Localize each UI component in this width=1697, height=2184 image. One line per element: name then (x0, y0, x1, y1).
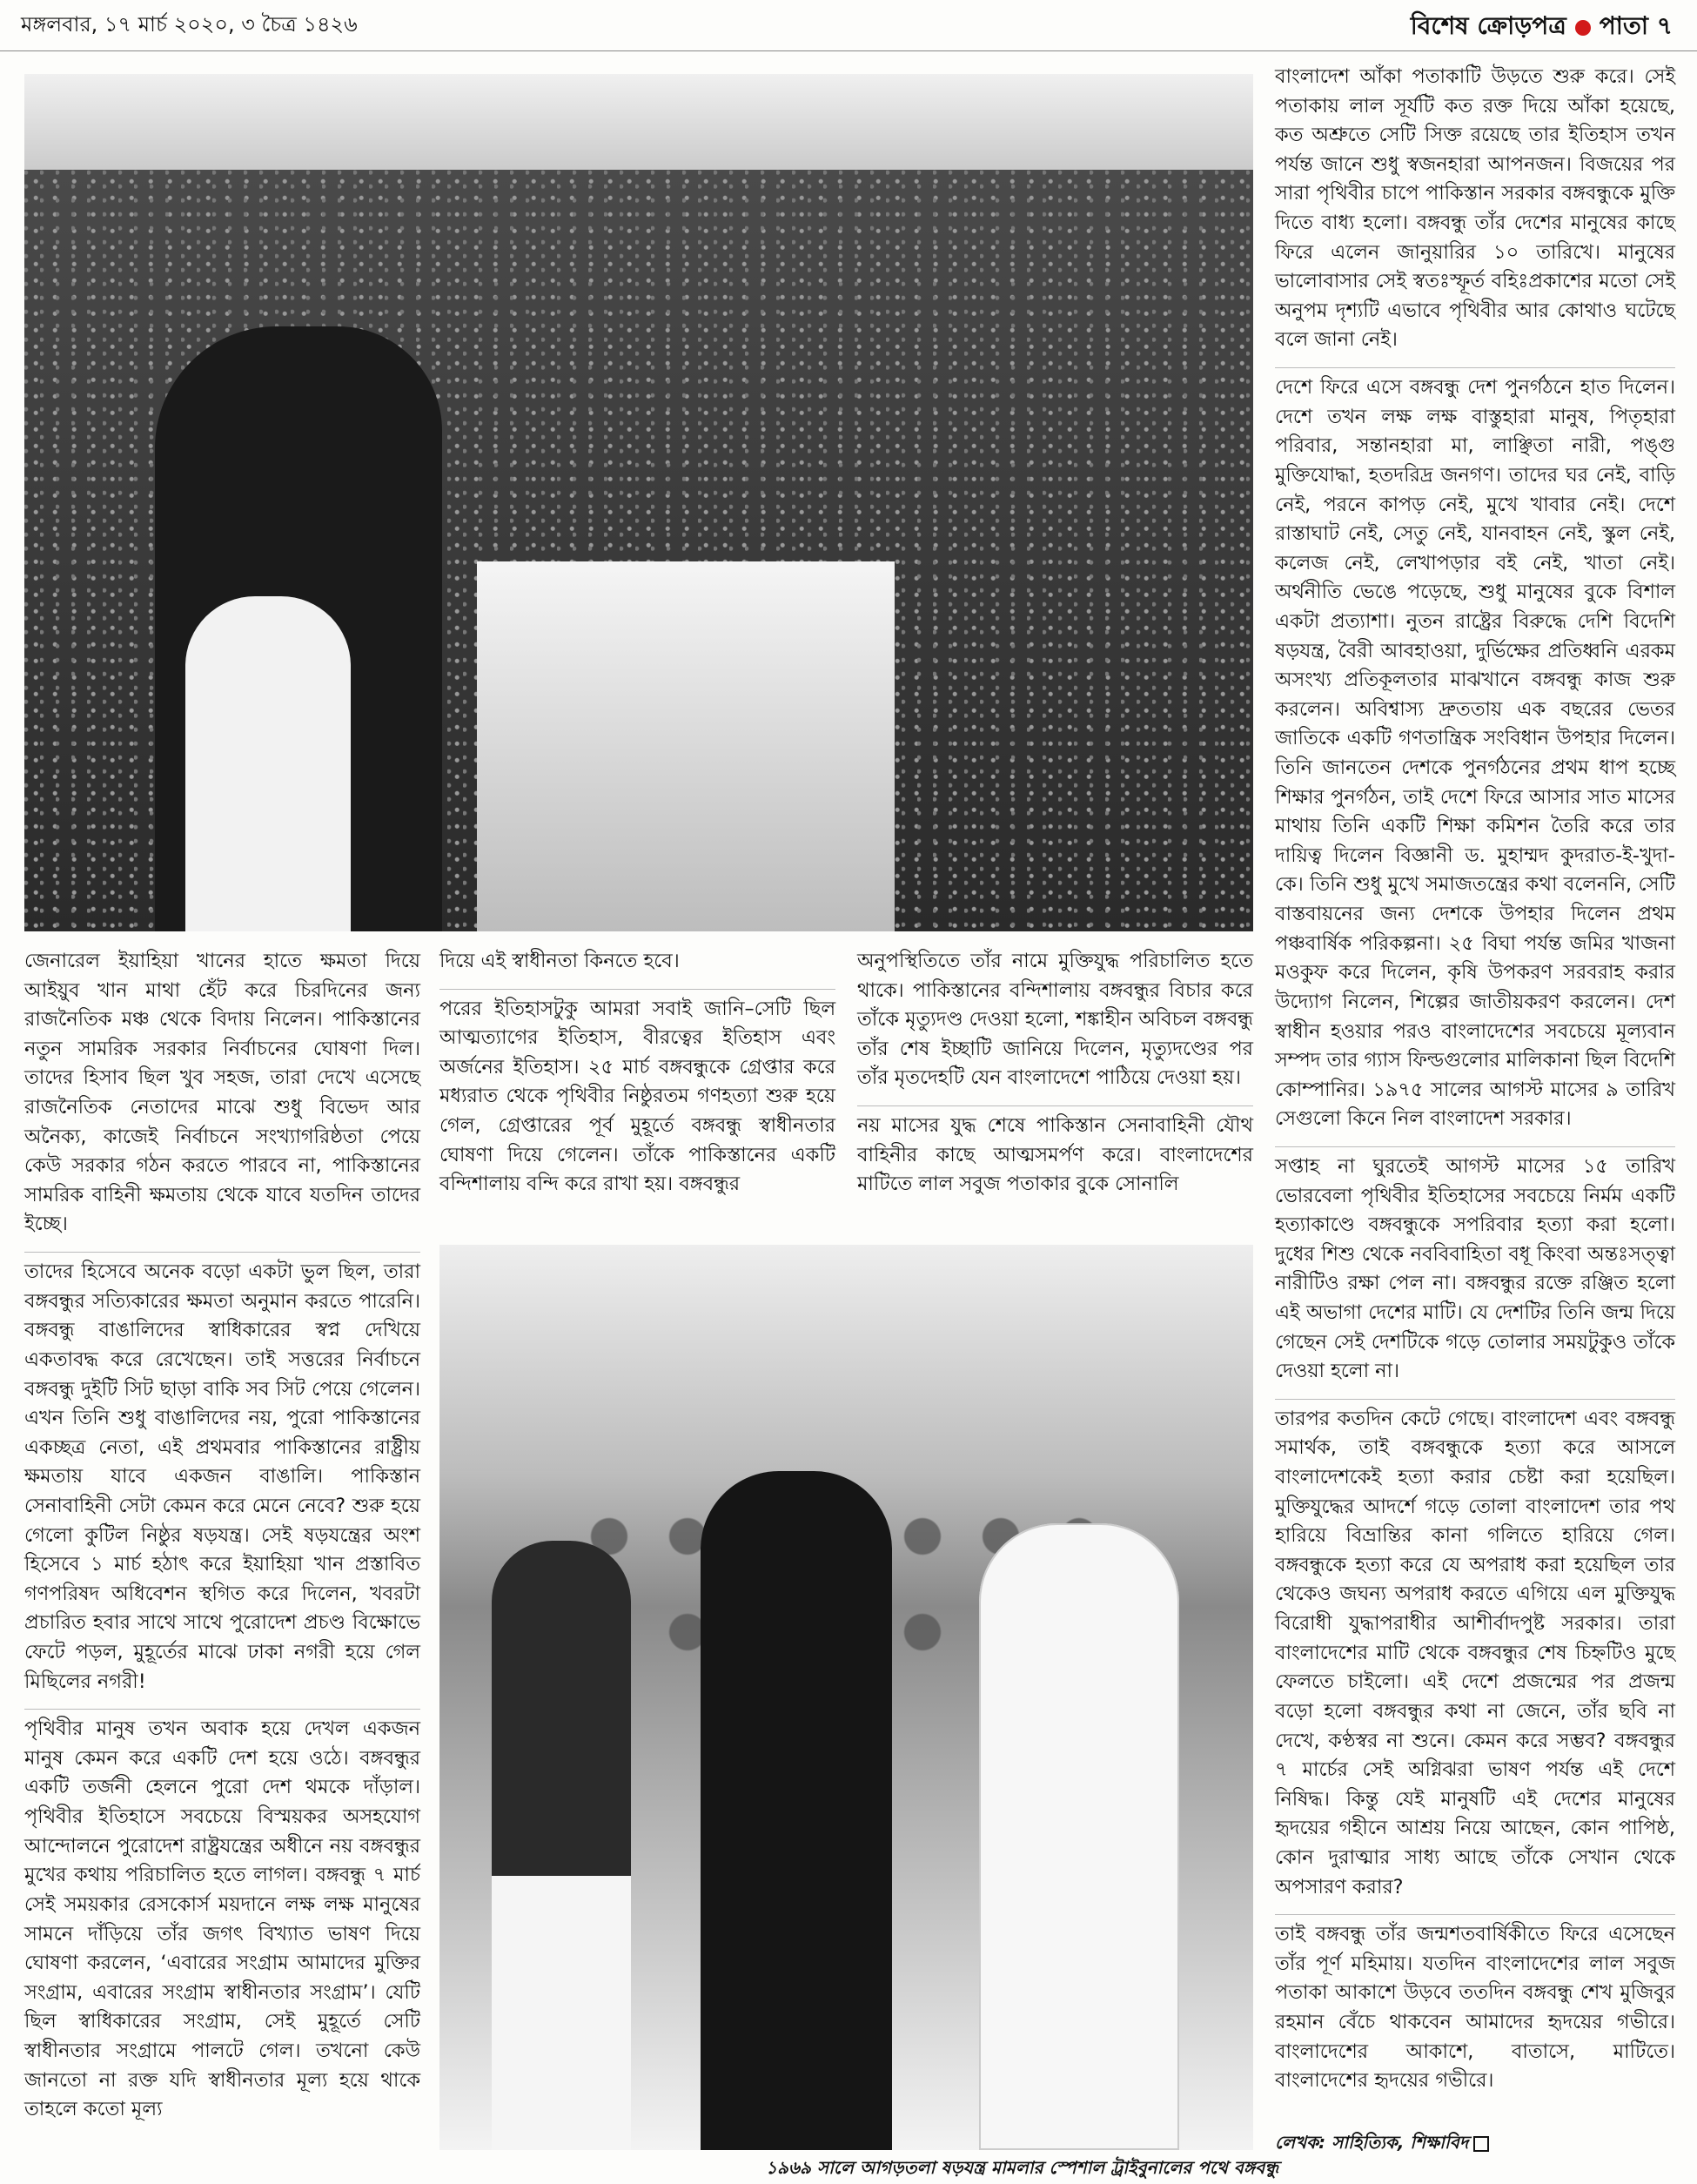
photo-sky (24, 74, 1253, 178)
tribunal-walk-photo (439, 1245, 1253, 2150)
paragraph: বাংলাদেশ আঁকা পতাকাটি উড়তে শুরু করে। সেই পতাকায় লাল সূর্যটি কত রক্ত দিয়ে আঁকা হয়েছে, কত অশ্রুতে সেটি সিক্ত রয়েছে তার ইতিহাস তখন পর্যন্ত জানে শুধু স্বজনহারা আপনজন। বিজয়ের পর সারা পৃথিবীর চাপে পাকিস্তান সরকার বঙ্গবন্ধুকে মুক্তি দিতে বাধ্য হলো। বঙ্গবন্ধু তাঁর দেশের মানুষের কাছে ফিরে এলেন জানুয়ারির ১০ তারিখে। মানুষের ভালোবাসার সেই স্বতঃস্ফূর্ত বহিঃপ্রকাশের মতো সেই অনুপম দৃশ্যটি এভাবে পৃথিবীর আর কোথাও ঘটেছে বলে জানা নেই। (1275, 65, 1675, 352)
photo-speaker-shirt (185, 596, 351, 931)
article-column-1 (24, 947, 420, 2137)
photo-man-center (701, 1471, 892, 2150)
paragraph: পরের ইতিহাসটুকু আমরা সবাই জানি–সেটি ছিল আত্মত্যাগের ইতিহাস, বীরত্বের ইতিহাস এবং অর্জনের ইতিহাস। ২৫ মার্চ বঙ্গবন্ধুকে গ্রেপ্তার করে মধ্যরাত থেকে পৃথিবীর নিষ্ঠুরতম গণহত্যা শুরু হয়ে গেল, গ্রেপ্তারের পূর্ব মুহূর্তে বঙ্গবন্ধু স্বাধীনতার ঘোষণা দিয়ে গেলেন। তাঁকে পাকিস্তানের একটি বন্দিশালায় বন্দি করে রাখা হয়। বঙ্গবন্ধুর (439, 989, 835, 1200)
paragraph: পৃথিবীর মানুষ তখন অবাক হয়ে দেখল একজন মানুষ কেমন করে একটি দেশ হয়ে ওঠে। বঙ্গবন্ধুর একটি তর্জনী হেলনে পুরো দেশ থমকে দাঁড়াল। পৃথিবীর ইতিহাসে সবচেয়ে বিস্ময়কর অসহযোগ আন্দোলনে পুরোদেশ রাষ্ট্রযন্ত্রের অধীনে নয় বঙ্গবন্ধুর মুখের কথায় পরিচালিত হতে লাগল। বঙ্গবন্ধু ৭ মার্চ সেই সময়কার রেসকোর্স ময়দানে লক্ষ লক্ষ মানুষের সামনে দাঁড়িয়ে তাঁর জগৎ বিখ্যাত ভাষণ দিয়ে ঘোষণা করলেন, ‘এবারের সংগ্রাম আমাদের মুক্তির সংগ্রাম, এবারের সংগ্রাম স্বাধীনতার সংগ্রাম’। যেটি ছিল স্বাধিকারের সংগ্রাম, সেই মুহূর্তে সেটি স্বাধীনতার সংগ্রামে পালটে গেল। তখনো কেউ জানতো না রক্ত যদি স্বাধীনতার মূল্য হয়ে থাকে তাহলে কতো মূল্য (24, 1709, 420, 2125)
article-column-3 (857, 947, 1253, 1212)
photo-podium (477, 561, 895, 931)
paragraph: জেনারেল ইয়াহিয়া খানের হাতে ক্ষমতা দিয়ে আইয়ুব খান মাথা হেঁট করে চিরদিনের জন্য রাজনৈতিক মঞ্চ থেকে বিদায় নিলেন। পাকিস্তানের নতুন সামরিক সরকার নির্বাচনের ঘোষণা দিল। তাদের হিসাব ছিল খুব সহজ, তারা দেখে এসেছে রাজনৈতিক নেতাদের মাঝে শুধু বিভেদ আর অনৈক্য, কাজেই নির্বাচনে সংখ্যাগরিষ্ঠতা পেয়ে কেউ সরকার গঠন করতে পারবে না, পাকিস্তানের সামরিক বাহিনী ক্ষমতায় থেকে যাবে যতদিন তাদের ইচ্ছে। (24, 950, 420, 1236)
byline-text: লেখক: সাহিত্যিক, শিক্ষাবিদ (1275, 2132, 1469, 2153)
photo-wall (439, 1245, 1253, 1471)
article-column-2 (439, 947, 835, 1212)
page-number: পাতা ৭ (1599, 11, 1673, 40)
author-byline (1275, 2130, 1489, 2159)
section-title: বিশেষ ক্রোড়পত্র (1410, 11, 1566, 40)
article-column-4 (1275, 63, 1675, 2108)
red-dot-icon (1575, 20, 1591, 36)
rally-speech-photo (24, 74, 1253, 931)
end-mark-icon (1473, 2136, 1489, 2152)
section-label (1411, 7, 1673, 48)
photo-man-right (979, 1523, 1179, 2150)
paragraph: দিয়ে এই স্বাধীনতা কিনতে হবে। (439, 950, 680, 972)
paragraph: সপ্তাহ না ঘুরতেই আগস্ট মাসের ১৫ তারিখ ভোরবেলা পৃথিবীর ইতিহাসের সবচেয়ে নির্মম একটি হত্যাকাণ্ডে বঙ্গবন্ধুকে সপরিবার হত্যা করা হলো। দুধের শিশু থেকে নববিবাহিতা বধূ কিংবা অন্তঃসত্ত্বা নারীটিও রক্ষা পেল না। বঙ্গবন্ধুর রক্তে রঞ্জিত হলো এই অভাগা দেশের মাটি। যে দেশটির তিনি জন্ম দিয়ে গেছেন সেই দেশটিকে গড়ে তোলার সময়টুকুও তাঁকে দেওয়া হলো না। (1275, 1146, 1675, 1387)
photo-man-left (492, 1541, 631, 2150)
paragraph: তাদের হিসেবে অনেক বড়ো একটা ভুল ছিল, তারা বঙ্গবন্ধুর সত্যিকারের ক্ষমতা অনুমান করতে পারেনি। বঙ্গবন্ধু বাঙালিদের স্বাধিকারের স্বপ্ন দেখিয়ে একতাবদ্ধ করে রেখেছেন। তাই সত্তরের নির্বাচনে বঙ্গবন্ধু দুইটি সিট ছাড়া বাকি সব সিট পেয়ে গেলেন। এখন তিনি শুধু বাঙালিদের নয়, পুরো পাকিস্তানের একচ্ছত্র নেতা, এই প্রথমবার পাকিস্তানের রাষ্ট্রীয় ক্ষমতায় যাবে একজন বাঙালি। পাকিস্তান সেনাবাহিনী সেটা কেমন করে মেনে নেবে? শুরু হয়ে গেলো কুটিল নিষ্ঠুর ষড়যন্ত্র। সেই ষড়যন্ত্রের অংশ হিসেবে ১ মার্চ হঠাৎ করে ইয়াহিয়া খান প্রস্তাবিত গণপরিষদ অধিবেশন স্থগিত করে দিলেন, খবরটা প্রচারিত হবার সাথে সাথে পুরোদেশ প্রচণ্ড বিক্ষোভে ফেটে পড়ল, মুহূর্তের মাঝে ঢাকা নগরী হয়ে গেল মিছিলের নগরী! (24, 1252, 420, 1697)
issue-date: মঙ্গলবার, ১৭ মার্চ ২০২০, ৩ চৈত্র ১৪২৬ (21, 12, 358, 37)
paragraph: অনুপস্থিতিতে তাঁর নামে মুক্তিযুদ্ধ পরিচালিত হতে থাকে। পাকিস্তানের বন্দিশালায় বঙ্গবন্ধুর বিচার করে তাঁকে মৃত্যুদণ্ড দেওয়া হলো, শঙ্কাহীন অবিচল বঙ্গবন্ধু তাঁর শেষ ইচ্ছাটি জানিয়ে দিলেন, মৃত্যুদণ্ডের পর তাঁর মৃতদেহটি যেন বাংলাদেশে পাঠিয়ে দেওয়া হয়। (857, 950, 1254, 1090)
page-header (0, 0, 1697, 51)
paragraph: নয় মাসের যুদ্ধ শেষে পাকিস্তান সেনাবাহিনী যৌথ বাহিনীর কাছে আত্মসমর্পণ করে। বাংলাদেশের মাটিতে লাল সবুজ পতাকার বুকে সোনালি (857, 1105, 1253, 1200)
paragraph: দেশে ফিরে এসে বঙ্গবন্ধু দেশ পুনর্গঠনে হাত দিলেন। দেশে তখন লক্ষ লক্ষ বাস্তুহারা মানুষ, পিতৃহারা পরিবার, সন্তানহারা মা, লাঞ্ছিতা নারী, পঙ্গু মুক্তিযোদ্ধা, হতদরিদ্র জনগণ। তাদের ঘর নেই, বাড়ি নেই, পরনে কাপড় নেই, মুখে খাবার নেই। দেশে রাস্তাঘাট নেই, সেতু নেই, যানবাহন নেই, স্কুল নেই, কলেজ নেই, লেখাপড়ার বই নেই, খাতা নেই। অর্থনীতি ভেঙে পড়েছে, শুধু মানুষের বুকে বিশাল একটা প্রত্যাশা। নুতন রাষ্ট্রের বিরুদ্ধে দেশি বিদেশি ষড়যন্ত্র, বৈরী আবহাওয়া, দুর্ভিক্ষের প্রতিধ্বনি এরকম অসংখ্য প্রতিকূলতার মাঝখানে বঙ্গবন্ধু কাজ শুরু করলেন। অবিশ্বাস্য দ্রুততায় এক বছরের ভেতর জাতিকে একটি গণতান্ত্রিক সংবিধান উপহার দিলেন। তিনি জানতেন দেশকে পুনর্গঠনের প্রথম ধাপ হচ্ছে শিক্ষার পুনর্গঠন, তাই দেশে ফিরে আসার সাত মাসের মাথায় তিনি একটি শিক্ষা কমিশন তৈরি করে তার দায়িত্ব দিলেন বিজ্ঞানী ড. মুহাম্মদ কুদরাত-ই-খুদা-কে। তিনি শুধু মুখে সমাজতন্ত্রের কথা বলেননি, সেটি বাস্তবায়নের জন্য দেশকে উপহার দিলেন প্রথম পঞ্চবার্ষিক পরিকল্পনা। ২৫ বিঘা পর্যন্ত জমির খাজনা মওকুফ করে দিলেন, কৃষি উপকরণ সরবরাহ করার উদ্যোগ নিলেন, শিল্পের জাতীয়করণ করলেন। দেশ স্বাধীন হওয়ার পরও বাংলাদেশের সবচেয়ে মূল্যবান সম্পদ তার গ্যাস ফিল্ডগুলোর মালিকানা ছিল বিদেশি কোম্পানির। ১৯৭৫ সালের আগস্ট মাসের ৯ তারিখ সেগুলো কিনে নিল বাংলাদেশ সরকার। (1275, 367, 1675, 1134)
photo-caption: ১৯৬৯ সালে আগড়তলা ষড়যন্ত্র মামলার স্পেশাল ট্রাইবুনালের পথে বঙ্গবন্ধু (766, 2157, 1279, 2178)
paragraph: তাই বঙ্গবন্ধু তাঁর জন্মশতবার্ষিকীতে ফিরে এসেছেন তাঁর পূর্ণ মহিমায়। যতদিন বাংলাদেশের লাল সবুজ পতাকা আকাশে উড়বে ততদিন বঙ্গবন্ধু শেখ মুজিবুর রহমান বেঁচে থাকবেন আমাদের হৃদয়ের গভীরে। বাংলাদেশের আকাশে, বাতাসে, মাটিতে। বাংলাদেশের হৃদয়ের গভীরে। (1275, 1914, 1675, 2096)
paragraph: তারপর কতদিন কেটে গেছে। বাংলাদেশ এবং বঙ্গবন্ধু সমার্থক, তাই বঙ্গবন্ধুকে হত্যা করে আসলে বাংলাদেশকেই হত্যা করার চেষ্টা করা হয়েছিল। মুক্তিযুদ্ধের আদর্শে গড়ে তোলা বাংলাদেশ তার পথ হারিয়ে বিভ্রান্তির কানা গলিতে হারিয়ে গেল। বঙ্গবন্ধুকে হত্যা করে যে অপরাধ করা হয়েছিল তার থেকেও জঘন্য অপরাধ করতে এগিয়ে এল মুক্তিযুদ্ধ বিরোধী যুদ্ধাপরাধীর আশীর্বাদপুষ্ট সরকার। তারা বাংলাদেশের মাটি থেকে বঙ্গবন্ধুর শেষ চিহ্নটিও মুছে ফেলতে চাইলো। এই দেশে প্রজন্মের পর প্রজন্ম বড়ো হলো বঙ্গবন্ধুর কথা না জেনে, তাঁর ছবি না দেখে, কণ্ঠস্বর না শুনে। কেমন করে সম্ভব? বঙ্গবন্ধুর ৭ মার্চের সেই অগ্নিঝরা ভাষণ পর্যন্ত এই দেশে নিষিদ্ধ। কিন্তু যেই মানুষটি এই দেশের মানুষের হৃদয়ের গহীনে আশ্রয় নিয়ে আছেন, কোন পাপিষ্ঠ, কোন দুরাত্মার সাধ্য আছে তাঁকে সেখান থেকে অপসারণ করার? (1275, 1399, 1675, 1902)
